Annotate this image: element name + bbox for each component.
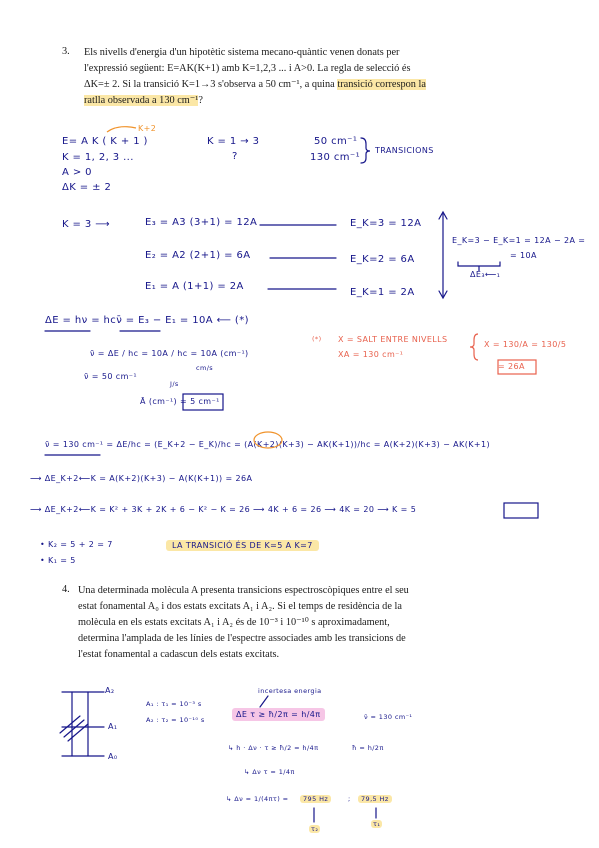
- question-3-highlight-a: transició correspon la: [337, 79, 426, 90]
- question-3-line-3-text: ΔK=± 2. Si la transició K=1→3 s'observa a 50 cm⁻¹, a quina: [84, 79, 338, 90]
- hw4-derivation-2: ↳ Δν τ = 1/4π: [244, 768, 295, 776]
- hw3-transicions-label: TRANSICIONS: [375, 146, 434, 155]
- box-k-5: [504, 503, 538, 518]
- question-3-line-1: Els nivells d'energia d'un hipotètic sistema mecano-quàntic venen donats per: [84, 47, 400, 58]
- hw3-question-mark: ?: [232, 151, 238, 162]
- question-3-question-mark: ?: [198, 95, 203, 106]
- hw3-x-result: = 26A: [498, 362, 525, 371]
- hw4-hbar: ħ = h/2π: [352, 744, 384, 752]
- question-3-line-3: [84, 77, 426, 92]
- hw3-bullet-k1: • K₁ = 5: [40, 556, 76, 565]
- hw3-nu-130-equation: ν̄ = 130 cm⁻¹ = ΔE/hc = (E_K+2 − E_K)/hc = (A(K+2)(K+3) − AK(K+1))/hc = A(K+2)(K+3) − AK(K+1): [45, 440, 490, 449]
- hw3-a-result: Ā (cm⁻¹) = 5 cm⁻¹: [140, 397, 220, 406]
- hw3-conclusion: LA TRANSICIÓ ÉS DE K=5 A K=7: [166, 540, 319, 551]
- question-3-number: 3.: [62, 46, 70, 57]
- hw4-result-795: 795 Hz: [300, 795, 331, 803]
- hw3-e2: E₂ = A2 (2+1) = 6A: [145, 250, 251, 261]
- hw4-tau1: A₁ : τ₁ = 10⁻³ s: [146, 700, 202, 708]
- hw3-k3-arrow: K = 3 ⟶: [62, 219, 110, 230]
- hw3-nu-bar-fraction: ν̄ = ΔE / hc = 10A / hc = 10A (cm⁻¹): [90, 349, 249, 358]
- hw3-k-transition: K = 1 → 3: [207, 136, 260, 147]
- vertical-arrow-head-bottom: [439, 291, 447, 298]
- hw4-separator: ;: [348, 795, 351, 803]
- hw3-ek1: E_K=1 = 2A: [350, 287, 415, 298]
- question-4-number: 4.: [62, 584, 70, 595]
- hw4-incertesa: incertesa energia: [258, 687, 322, 695]
- hw4-level-a1: A₁: [108, 722, 118, 731]
- hw3-bullet-k2: • K₂ = 5 + 2 = 7: [40, 540, 113, 549]
- diagram-hatching: [60, 716, 88, 741]
- arrow-incertesa: [260, 696, 268, 707]
- hw3-a-positive: A > 0: [62, 167, 92, 178]
- hw3-delta-e-k-solve: ⟶ ΔE_K+2⟵K = K² + 3K + 2K + 6 − K² − K = 26 ⟶ 4K + 6 = 26 ⟶ 4K = 20 ⟶ K = 5: [30, 505, 417, 514]
- hw3-xa: XA = 130 cm⁻¹: [338, 350, 404, 359]
- question-4-line-3: molècula en els estats excitats A₁ i A₂ és de 10⁻³ i 10⁻¹⁰ s aproximadament,: [78, 617, 390, 628]
- hw3-x-eq: X = 130/A = 130/5: [484, 340, 567, 349]
- hw4-result-79-5: 79,5 Hz: [358, 795, 392, 803]
- hw4-level-a0: A₀: [108, 752, 118, 761]
- hw3-delta-e31: ΔE₃⟵₁: [470, 270, 501, 279]
- hw3-nu-50: ν̄ = 50 cm⁻¹: [84, 372, 138, 381]
- hw3-delta-k: ΔK = ± 2: [62, 182, 112, 193]
- hw3-delta-e-line: ΔE = hν = hcν̄ = E₃ − E₁ = 10A ⟵ (*): [45, 315, 249, 326]
- hw3-k-list: K = 1, 2, 3 ...: [62, 152, 134, 163]
- hw3-delta-e-k2: ⟶ ΔE_K+2⟵K = A(K+2)(K+3) − A(K(K+1)) = 26A: [30, 474, 253, 483]
- question-4-line-4: determina l'amplada de les línies de l'espectre associades amb les transicions de: [78, 633, 406, 644]
- hw3-energy-expression: E= A K ( K + 1 ): [62, 136, 148, 147]
- question-3-highlight-b: ratlla observada a 130 cm⁻¹: [84, 95, 199, 106]
- hw3-cm-s: cm/s: [196, 364, 214, 372]
- hw3-50-cm: 50 cm⁻¹: [314, 136, 358, 147]
- hw3-star-note: (*): [312, 335, 322, 343]
- hw3-e1: E₁ = A (1+1) = 2A: [145, 281, 244, 292]
- hw4-derivation-1: ↳ h · Δν · τ ≥ ħ/2 = h/4π: [228, 744, 319, 752]
- hw4-level-a2: A₂: [105, 686, 115, 695]
- question-4-line-1: Una determinada molècula A presenta transicions espectroscòpiques entre el seu: [78, 585, 409, 596]
- question-3-line-2: l'expressió següent: E=AK(K+1) amb K=1,2,3 ... i A>0. La regla de selecció és: [84, 63, 411, 74]
- hw3-k-plus-2: K+2: [138, 124, 157, 133]
- hw4-uncertainty-relation: ΔE τ ≥ ħ/2π = h/4π: [232, 708, 325, 721]
- hw3-ek3: E_K=3 = 12A: [350, 218, 422, 229]
- brace-stroke: [361, 138, 370, 163]
- hw3-e3: E₃ = A3 (3+1) = 12A: [145, 217, 258, 228]
- vertical-arrow-head-top: [439, 212, 447, 219]
- hw3-130-cm: 130 cm⁻¹: [310, 152, 360, 163]
- hw4-tau2: A₂ : τ₂ = 10⁻¹⁰ s: [146, 716, 205, 724]
- hw4-label-tau2: τ₂: [311, 825, 319, 833]
- hw3-j-s: J/s: [170, 380, 179, 388]
- orange-arrow: [107, 127, 136, 132]
- hw3-x-salt: X = SALT ENTRE NIVELLS: [338, 335, 448, 344]
- question-3-line-4: [84, 93, 203, 108]
- hw3-diff-line-2: = 10A: [510, 251, 537, 260]
- hw4-nu-130: ν̄ = 130 cm⁻¹: [364, 713, 413, 721]
- question-4-line-5: l'estat fonamental a cadascun dels estats excitats.: [78, 649, 280, 660]
- hw4-label-tau1: τ₁: [373, 820, 381, 828]
- hw3-diff-line-1: E_K=3 − E_K=1 = 12A − 2A =: [452, 236, 586, 245]
- question-4-line-2: estat fonamental A₀ i dos estats excitats A₁ i A₂. Si el temps de residència de la: [78, 601, 402, 612]
- red-brace: [470, 334, 478, 360]
- hw4-derivation-3: ↳ Δν = 1/(4πτ) =: [226, 795, 289, 803]
- hw3-ek2: E_K=2 = 6A: [350, 254, 415, 265]
